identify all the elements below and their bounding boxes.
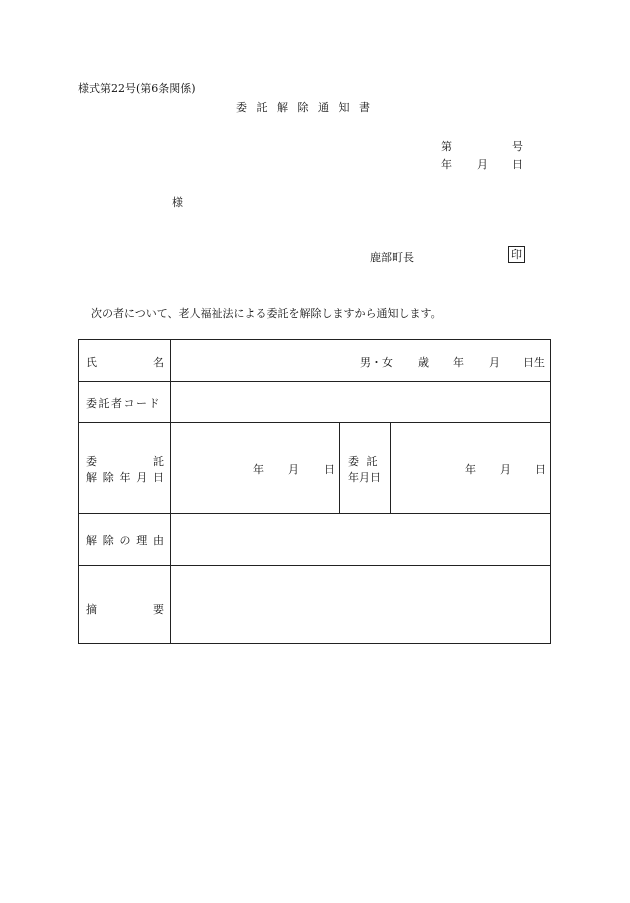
label-column-divider (170, 340, 171, 643)
row-divider (79, 381, 550, 382)
birth-month-unit: 月 (489, 356, 500, 369)
issue-date-day: 日 (512, 158, 523, 171)
body-text: 次の者について、老人福祉法による委託を解除しますから通知します。 (91, 307, 442, 320)
seal-mark: 印 (508, 246, 525, 263)
commission-date-month: 月 (500, 463, 511, 476)
addressee-suffix: 様 (172, 196, 183, 209)
form-number: 様式第22号(第6条関係) (78, 82, 196, 95)
document-number-suffix: 号 (512, 140, 523, 153)
release-form-table (78, 339, 551, 644)
release-date-month: 月 (288, 463, 299, 476)
name-sex: 男・女 (360, 356, 393, 369)
sender-name: 鹿部町長 (370, 251, 414, 264)
summary-label: 摘 要 (86, 603, 164, 616)
commission-date-year: 年 (465, 463, 476, 476)
release-date-label-line1: 委 託 (86, 455, 164, 468)
birth-year-unit: 年 (453, 356, 464, 369)
release-date-day: 日 (324, 463, 335, 476)
birth-day-unit: 日生 (523, 356, 545, 369)
row-divider (79, 565, 550, 566)
release-date-year: 年 (253, 463, 264, 476)
issue-date-month: 月 (477, 158, 488, 171)
document-title: 委 託 解 除 通 知 書 (236, 101, 373, 114)
row-divider (79, 422, 550, 423)
commission-date-day: 日 (535, 463, 546, 476)
commission-date-label-line2: 年月日 (348, 471, 381, 484)
commission-date-label-line1: 委 託 (348, 455, 380, 468)
issue-date-year: 年 (441, 158, 452, 171)
date-column-divider (339, 422, 340, 513)
release-date-label-line2: 解 除 年 月 日 (86, 471, 164, 484)
name-age-unit: 歳 (418, 356, 429, 369)
release-reason-label: 解 除 の 理 由 (86, 534, 164, 547)
commissioner-code-label: 委託者コード (86, 397, 161, 410)
document-number-prefix: 第 (441, 140, 452, 153)
date-column-divider (390, 422, 391, 513)
row-divider (79, 513, 550, 514)
name-label: 氏 名 (86, 356, 164, 369)
